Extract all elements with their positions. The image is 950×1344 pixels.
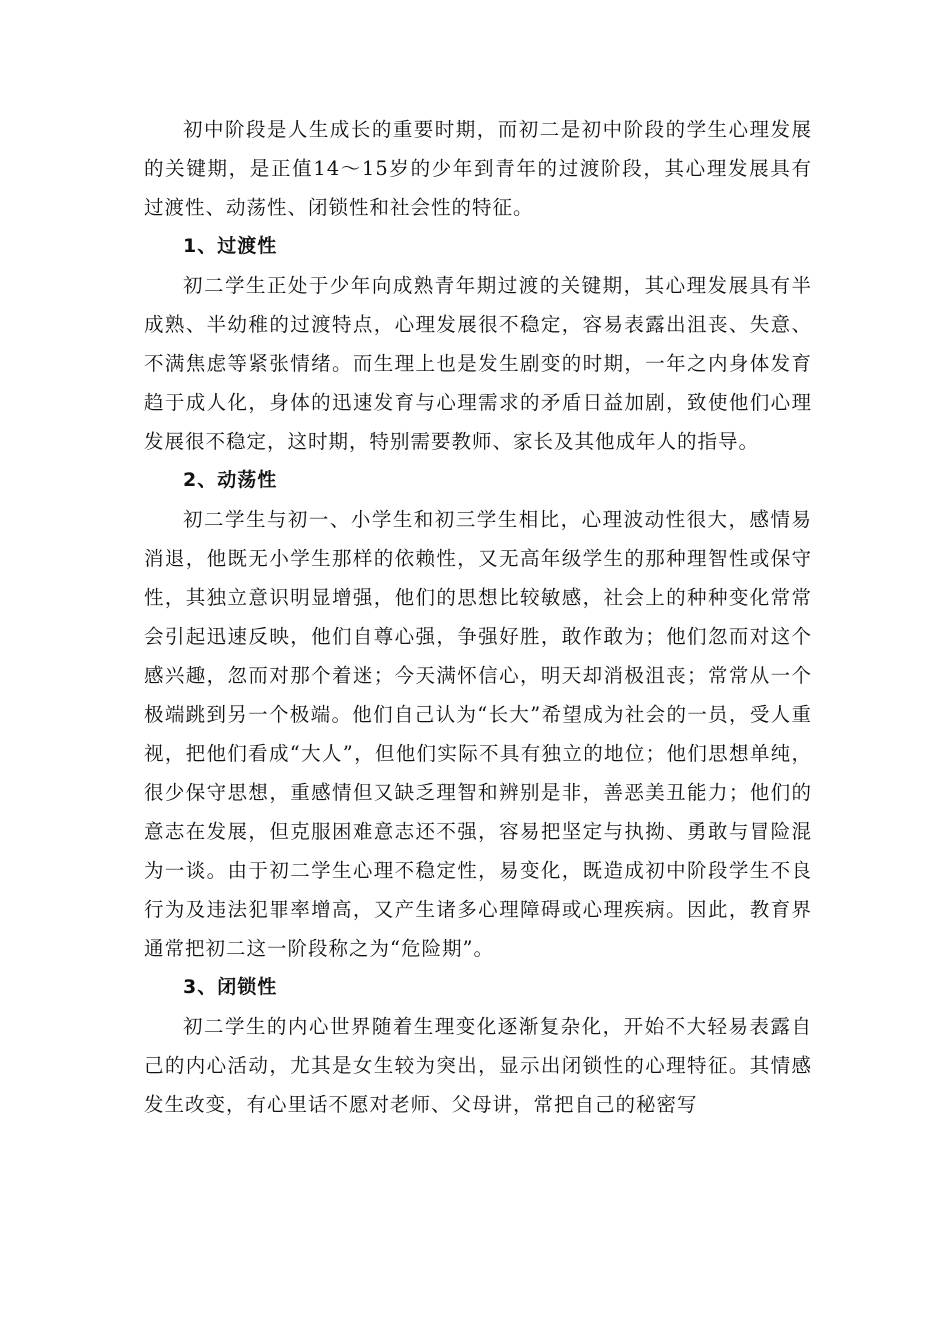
intro-paragraph: 初中阶段是人生成长的重要时期，而初二是初中阶段的学生心理发展的关键期，是正值14～15岁的少年到青年的过渡阶段，其心理发展具有过渡性、动荡性、闭锁性和社会性的特征。 xyxy=(144,118,812,219)
section-heading-turbulence: 2、动荡性 xyxy=(183,469,278,491)
document-page xyxy=(144,110,812,1124)
section-body-transition: 初二学生正处于少年向成熟青年期过渡的关键期，其心理发展具有半成熟、半幼稚的过渡特点，心理发展很不稳定，容易表露出沮丧、失意、不满焦虑等紧张情绪。而生理上也是发生剧变的时期，一年之内身体发育趋于成人化，身体的迅速发育与心理需求的矛盾日益加剧，致使他们心理发展很不稳定，这时期，特别需要教师、家长及其他成年人的指导。 xyxy=(144,274,812,453)
section-heading-closedness: 3、闭锁性 xyxy=(183,976,278,998)
section-body-turbulence: 初二学生与初一、小学生和初三学生相比，心理波动性很大，感情易消退，他既无小学生那样的依赖性，又无高年级学生的那种理智性或保守性，其独立意识明显增强，他们的思想比较敏感，社会上的种种变化常常会引起迅速反映，他们自尊心强，争强好胜，敢作敢为；他们忽而对这个感兴趣，忽而对那个着迷；今天满怀信心，明天却消极沮丧；常常从一个极端跳到另一个极端。他们自己认为“长大”希望成为社会的一员，受人重视，把他们看成“大人”，但他们实际不具有独立的地位；他们思想单纯，很少保守思想，重感情但又缺乏理智和辨别是非，善恶美丑能力；他们的意志在发展，但克服困难意志还不强，容易把坚定与执拗、勇敢与冒险混为一谈。由于初二学生心理不稳定性，易变化，既造成初中阶段学生不良行为及违法犯罪率增高，又产生诸多心理障碍或心理疾病。因此，教育界通常把初二这一阶段称之为“危险期”。 xyxy=(144,508,812,960)
section-body-closedness: 初二学生的内心世界随着生理变化逐渐复杂化，开始不大轻易表露自己的内心活动，尤其是女生较为突出，显示出闭锁性的心理特征。其情感发生改变，有心里话不愿对老师、父母讲，常把自己的秘密写 xyxy=(144,1015,812,1116)
section-heading-transition: 1、过渡性 xyxy=(183,235,278,257)
